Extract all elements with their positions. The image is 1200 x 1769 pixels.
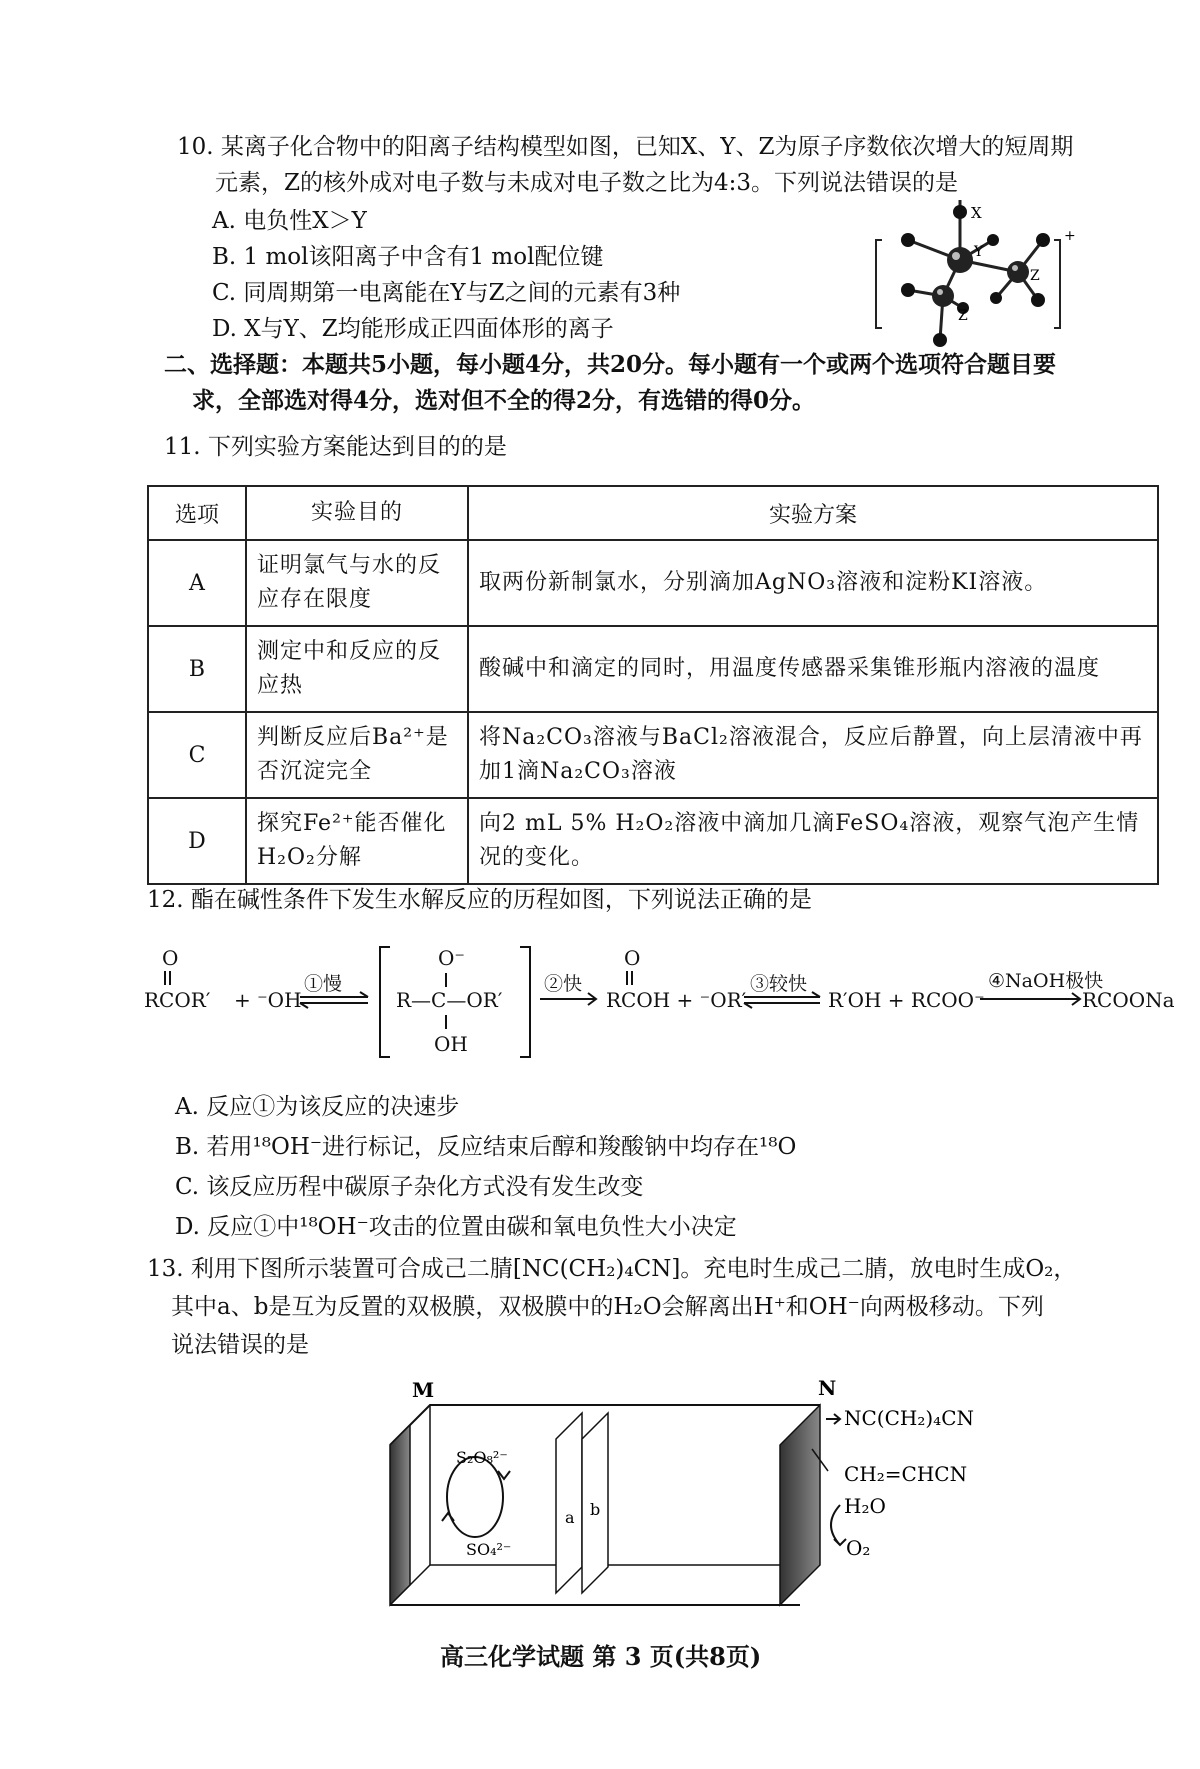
product-alcohol-carboxylate: R′OH + RCOO⁻ (828, 988, 985, 1012)
step3-label: ③较快 (750, 973, 808, 995)
q10-option-c: C. 同周期第一电离能在Y与Z之间的元素有3种 (212, 280, 681, 306)
reactant-ester: RCOR′ (144, 988, 211, 1012)
carbonyl-o-2: O (624, 946, 641, 970)
label-charge: + (1064, 228, 1076, 244)
row-option: B (148, 626, 246, 712)
label-oxygen: O₂ (846, 1536, 871, 1560)
table-row (148, 798, 1158, 884)
label-persulfate: S₂O₈²⁻ (456, 1448, 508, 1467)
row-plan: 取两份新制氯水，分别滴加AgNO₃溶液和淀粉KI溶液。 (468, 540, 1158, 626)
product-acid: RCOH + ⁻OR′ (606, 988, 747, 1012)
intermediate-bottom: OH (434, 1032, 468, 1056)
label-x: X (971, 204, 982, 222)
row-goal: 判断反应后Ba²⁺是否沉淀完全 (246, 712, 468, 798)
q12-option-b: B. 若用¹⁸OH⁻进行标记，反应结束后醇和羧酸钠中均存在¹⁸O (175, 1134, 797, 1160)
q10-option-d: D. X与Y、Z均能形成正四面体形的离子 (212, 316, 614, 342)
table-row (148, 626, 1158, 712)
table-row (148, 712, 1158, 798)
carbonyl-o-1: O (162, 946, 179, 970)
q13-line3: 说法错误的是 (171, 1332, 309, 1358)
label-z1: Z (1030, 268, 1040, 284)
row-plan: 向2 mL 5% H₂O₂溶液中滴加几滴FeSO₄溶液，观察气泡产生情况的变化。 (468, 798, 1158, 884)
label-n: N (818, 1376, 837, 1400)
label-b: b (590, 1500, 601, 1519)
q12-option-c: C. 该反应历程中碳原子杂化方式没有发生改变 (175, 1174, 644, 1200)
q11-stem: 11. 下列实验方案能达到目的的是 (164, 434, 507, 460)
q12-stem: 12. 酯在碱性条件下发生水解反应的历程如图，下列说法正确的是 (147, 887, 812, 913)
product-sodium-salt: RCOONa (1082, 988, 1175, 1012)
header-goal: 实验目的 (246, 486, 468, 540)
header-option: 选项 (148, 486, 246, 540)
page-footer: 高三化学试题 第 3 页(共8页) (440, 1642, 762, 1671)
q12-option-a: A. 反应①为该反应的决速步 (175, 1094, 460, 1120)
electrolysis-cell-diagram (360, 1375, 1000, 1625)
label-z2: Z (958, 308, 968, 324)
step1-label: ①慢 (304, 973, 343, 995)
label-adiponitrile: NC(CH₂)₄CN (844, 1406, 974, 1430)
q10-option-b: B. 1 mol该阳离子中含有1 mol配位键 (212, 244, 604, 270)
ester-hydrolysis-mechanism (140, 935, 1180, 1070)
table-header-row (148, 486, 1158, 540)
q12-option-d: D. 反应①中¹⁸OH⁻攻击的位置由碳和氧电负性大小决定 (175, 1214, 737, 1240)
reactant-hydroxide: + ⁻OH (234, 988, 302, 1012)
label-y: Y (974, 244, 984, 260)
cation-structure-diagram (868, 200, 1098, 360)
row-plan: 将Na₂CO₃溶液与BaCl₂溶液混合，反应后静置，向上层清液中再加1滴Na₂CO₃溶液 (468, 712, 1158, 798)
label-a: a (565, 1508, 575, 1527)
row-goal: 证明氯气与水的反应存在限度 (246, 540, 468, 626)
q10-line1: 10. 某离子化合物中的阳离子结构模型如图，已知X、Y、Z为原子序数依次增大的短周期 (177, 134, 1074, 160)
header-plan: 实验方案 (468, 486, 1158, 540)
intermediate: R—C—OR′ (396, 988, 503, 1012)
table-row (148, 540, 1158, 626)
section2-line2: 求，全部选对得4分，选对但不全的得2分，有选错的得0分。 (192, 387, 816, 414)
row-option: A (148, 540, 246, 626)
q10-option-a: A. 电负性X＞Y (212, 208, 367, 234)
label-water: H₂O (844, 1494, 886, 1518)
step2-label: ②快 (544, 973, 583, 995)
q10-line2: 元素，Z的核外成对电子数与未成对电子数之比为4:3。下列说法错误的是 (215, 170, 958, 196)
row-goal: 探究Fe²⁺能否催化H₂O₂分解 (246, 798, 468, 884)
row-option: C (148, 712, 246, 798)
row-goal: 测定中和反应的反应热 (246, 626, 468, 712)
q13-line2: 其中a、b是互为反置的双极膜，双极膜中的H₂O会解离出H⁺和OH⁻向两极移动。下列 (171, 1294, 1044, 1320)
intermediate-top: O⁻ (438, 946, 465, 970)
label-acrylonitrile: CH₂=CHCN (844, 1462, 968, 1486)
row-option: D (148, 798, 246, 884)
row-plan: 酸碱中和滴定的同时，用温度传感器采集锥形瓶内溶液的温度 (468, 626, 1158, 712)
label-m: M (412, 1378, 435, 1402)
step4-label: ④NaOH极快 (988, 970, 1104, 992)
section2-line1: 二、选择题：本题共5小题，每小题4分，共20分。每小题有一个或两个选项符合题目要 (164, 351, 1057, 378)
experiment-table (147, 485, 1159, 885)
q13-line1: 13. 利用下图所示装置可合成己二腈[NC(CH₂)₄CN]。充电时生成己二腈，放电时生成O₂， (147, 1256, 1077, 1282)
label-sulfate: SO₄²⁻ (466, 1540, 512, 1559)
